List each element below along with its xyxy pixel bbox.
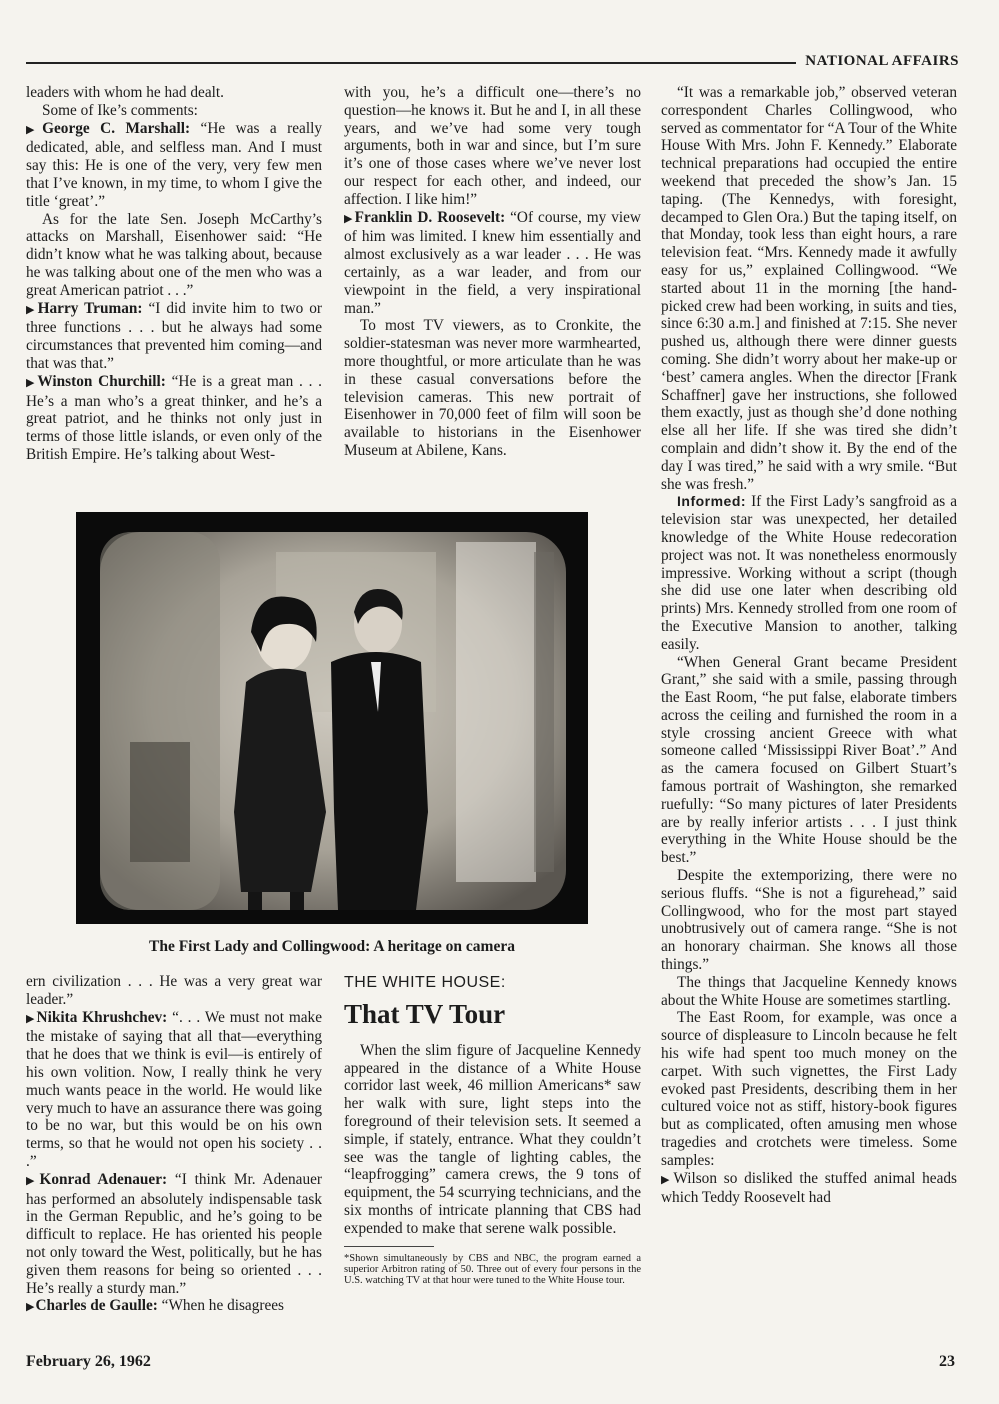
quote-item: ▶Winston Churchill: “He is a great man . . . He’s a man who’s a great thinker, and he’s a great patriot, and he thinks not only just in terms of those little islands, or even only of the British Empire. He’s talking about West-	[26, 372, 322, 463]
quote-item: ▶Charles de Gaulle: “When he disagrees	[26, 1297, 284, 1315]
bullet-triangle-icon: ▶	[344, 212, 354, 225]
paragraph: When the slim figure of Jacqueline Kennedy appeared in the distance of a White House corridor last week, 46 million Americans* saw her walk with sure, light steps into the foreground of their television sets. It seemed a simple, if stately, entrance. What they couldn’t see was the tangle of lighting cables, the “leapfrogging” camera crews, the 9 tons of equipment, the 54 scurrying technicians, and the six months of intricate planning that CBS had expended to make that serene walk possible.	[344, 1041, 641, 1237]
first-lady-collingwood-image	[76, 512, 588, 924]
quote-item: ▶Harry Truman: “I did invite him to two or three functions . . . but he always had some circumstances that prevented him coming—and that was that.”	[26, 299, 322, 372]
paragraph: leaders with whom he had dealt.	[26, 84, 224, 101]
bullet-triangle-icon: ▶	[26, 1012, 36, 1025]
speaker-name: Konrad Adenauer:	[39, 1170, 168, 1188]
speaker-name: George C. Marshall:	[42, 119, 191, 137]
bullet-triangle-icon: ▶	[26, 1174, 39, 1187]
paragraph: Despite the extemporizing, there were no serious fluffs. “She is not a figurehead,” said Collingwood, who for the most part stayed unobtrusively out of camera range. “She is not an honorary chairman. She knows all those things.”	[661, 867, 957, 974]
footer-date: February 26, 1962	[26, 1353, 151, 1370]
quote-item: ▶Nikita Khrushchev: “. . . We must not make the mistake of saying that all that—everything that he does that we think is evil—is entirely of his own volition. Now, I really think he very much wants peace in the world. He would like very much to have an assurance there was going to be no war, but this would be on his own terms, so that he would not open his society . . .”	[26, 1008, 322, 1170]
paragraph: The things that Jacqueline Kennedy knows about the White House are sometimes startling.	[661, 973, 957, 1009]
paragraph: “When General Grant became President Grant,” she said with a smile, passing through the East Room, “he put false, elaborate timbers across the ceiling and furnished the room in a style crossing ancient Greece with what someone called ‘Mississippi River Boat’.” And as the camera focused on Gilbert Stuart’s famous portrait of Washington, she remarked ruefully: “So many pictures of later Presidents are by really inferior artists . . . I just think everything in the White House should be the best.”	[661, 653, 957, 867]
column-2-bottom	[344, 974, 641, 1286]
paragraph: The East Room, for example, was once a source of displeasure to Lincoln because he felt his wife had spent too much money on the carpet. With such vignettes, the First Lady evoked past Presidents, describing them in her cultured voice not as stiff, history-book figures but as complicated, often amusing men whose tragedies and crotchets were timeless. Some samples:	[661, 1009, 957, 1169]
column-1-bottom	[26, 973, 322, 1317]
paragraph: ern civilization . . . He was a very great war leader.”	[26, 973, 322, 1008]
footnote: *Shown simultaneously by CBS and NBC, the program earned a superior Arbitron rating of 50. Three out of every four persons in the U.S. watching TV at that hour were tuned to the White House tour.	[344, 1252, 641, 1286]
subhead: Informed:	[677, 493, 747, 510]
paragraph: with you, he’s a difficult one—there’s no question—he knows it. But he and I, in all these years, and we’ve had some very tough arguments, both in war and since, but I’m sure it’s one of those cases where we’ve never lost our respect for each other, and indeed, our affection. I like him!”	[344, 84, 641, 208]
column-2-top	[344, 84, 641, 460]
quote-item: ▶Wilson so disliked the stuffed animal heads which Teddy Roosevelt had	[661, 1169, 957, 1207]
paragraph: To most TV viewers, as to Cronkite, the soldier-statesman was never more warmhearted, more thoughtful, or more articulate than he was in these casual conversations before the television cameras. This new portrait of Eisenhower in 70,000 feet of film will soon be available to historians in the Eisenhower Museum at Abilene, Kans.	[344, 317, 641, 459]
speaker-name: Harry Truman:	[37, 299, 143, 317]
section-kicker: THE WHITE HOUSE:	[344, 974, 506, 991]
footnote-rule	[344, 1246, 434, 1247]
speaker-name: Winston Churchill:	[37, 372, 166, 390]
bullet-triangle-icon: ▶	[661, 1173, 673, 1186]
bullet-triangle-icon: ▶	[26, 376, 37, 389]
quote-item: ▶Franklin D. Roosevelt: “Of course, my view of him was limited. I knew him essentially and almost exclusively as a war leader . . . He was certainly, as a war leader, and from our viewpoint in the field, a very inspirational man.”	[344, 208, 641, 317]
column-3	[661, 84, 957, 1207]
speaker-name: Nikita Khrushchev:	[36, 1008, 168, 1026]
footer-page-number: 23	[939, 1353, 955, 1370]
quote-item: ▶Konrad Adenauer: “I think Mr. Adenauer has performed an absolutely indispensable task in the German Republic, and he’s going to be difficult to replace. He has oriented his people not only toward the West, politically, but he has given them reasons for being so oriented . . . He’s really a sturdy man.”	[26, 1170, 322, 1297]
paragraph: “It was a remarkable job,” observed veteran correspondent Charles Collingwood, who served as commentator for “A Tour of the White House With Mrs. John F. Kennedy.” Elaborate technical preparations had occupied the entire weekend that preceded the show’s Jan. 15 taping. (The Kennedys, with foresight, decamped to Glen Ora.) But the taping itself, on that Monday, took less than eight hours, a rare television feat. “Mrs. Kennedy made it awfully easy for us,” explained Collingwood. “We started about 11 in the morning [the hand-picked crew had been working, in suits and ties, since 6:30 a.m.] and finished at 7:15. She never pushed us, although there were dinner guests coming. She didn’t worry about her make-up or ‘best’ camera angles. When the director [Frank Schaffner] gave her instructions, she followed them exactly, just as though she’d done nothing else all her life. If she was tired she didn’t complain and didn’t show it. By the end of the day I was tired,” he said with a wry smile. “But she was fresh.”	[661, 84, 957, 493]
column-1-top	[26, 84, 322, 464]
bullet-triangle-icon: ▶	[26, 123, 42, 136]
speaker-name: Franklin D. Roosevelt:	[354, 208, 506, 226]
bullet-triangle-icon: ▶	[26, 303, 37, 316]
article-headline: That TV Tour	[344, 998, 506, 1029]
bullet-triangle-icon: ▶	[26, 1301, 35, 1314]
paragraph: Some of Ike’s comments:	[42, 101, 198, 119]
photo-caption: The First Lady and Collingwood: A heritage on camera	[149, 938, 515, 955]
subhead-paragraph: Informed: If the First Lady’s sangfroid as a television star was unexpected, her detailed knowledge of the White House redecoration project was not. It was nonetheless enormously impressive. Working without a script (though she did use one later when describing old prints) Mrs. Kennedy strolled from one room of the Executive Mansion to another, talking easily.	[661, 493, 957, 653]
tv-screen-photo	[76, 512, 588, 924]
quote-item: ▶George C. Marshall: “He was a really dedicated, able, and selfless man. And I must say this: He is one of the very, very few men that I’ve known, in my time, to whom I give the title ‘great’.”	[26, 119, 322, 210]
paragraph: As for the late Sen. Joseph McCarthy’s attacks on Marshall, Eisenhower said: “He didn’t know what he was talking about, because he was talking about one of the men who was a great American patriot . . .”	[26, 210, 322, 299]
speaker-name: Charles de Gaulle:	[35, 1297, 158, 1315]
section-label: NATIONAL AFFAIRS	[805, 53, 959, 69]
header-rule	[26, 62, 796, 64]
